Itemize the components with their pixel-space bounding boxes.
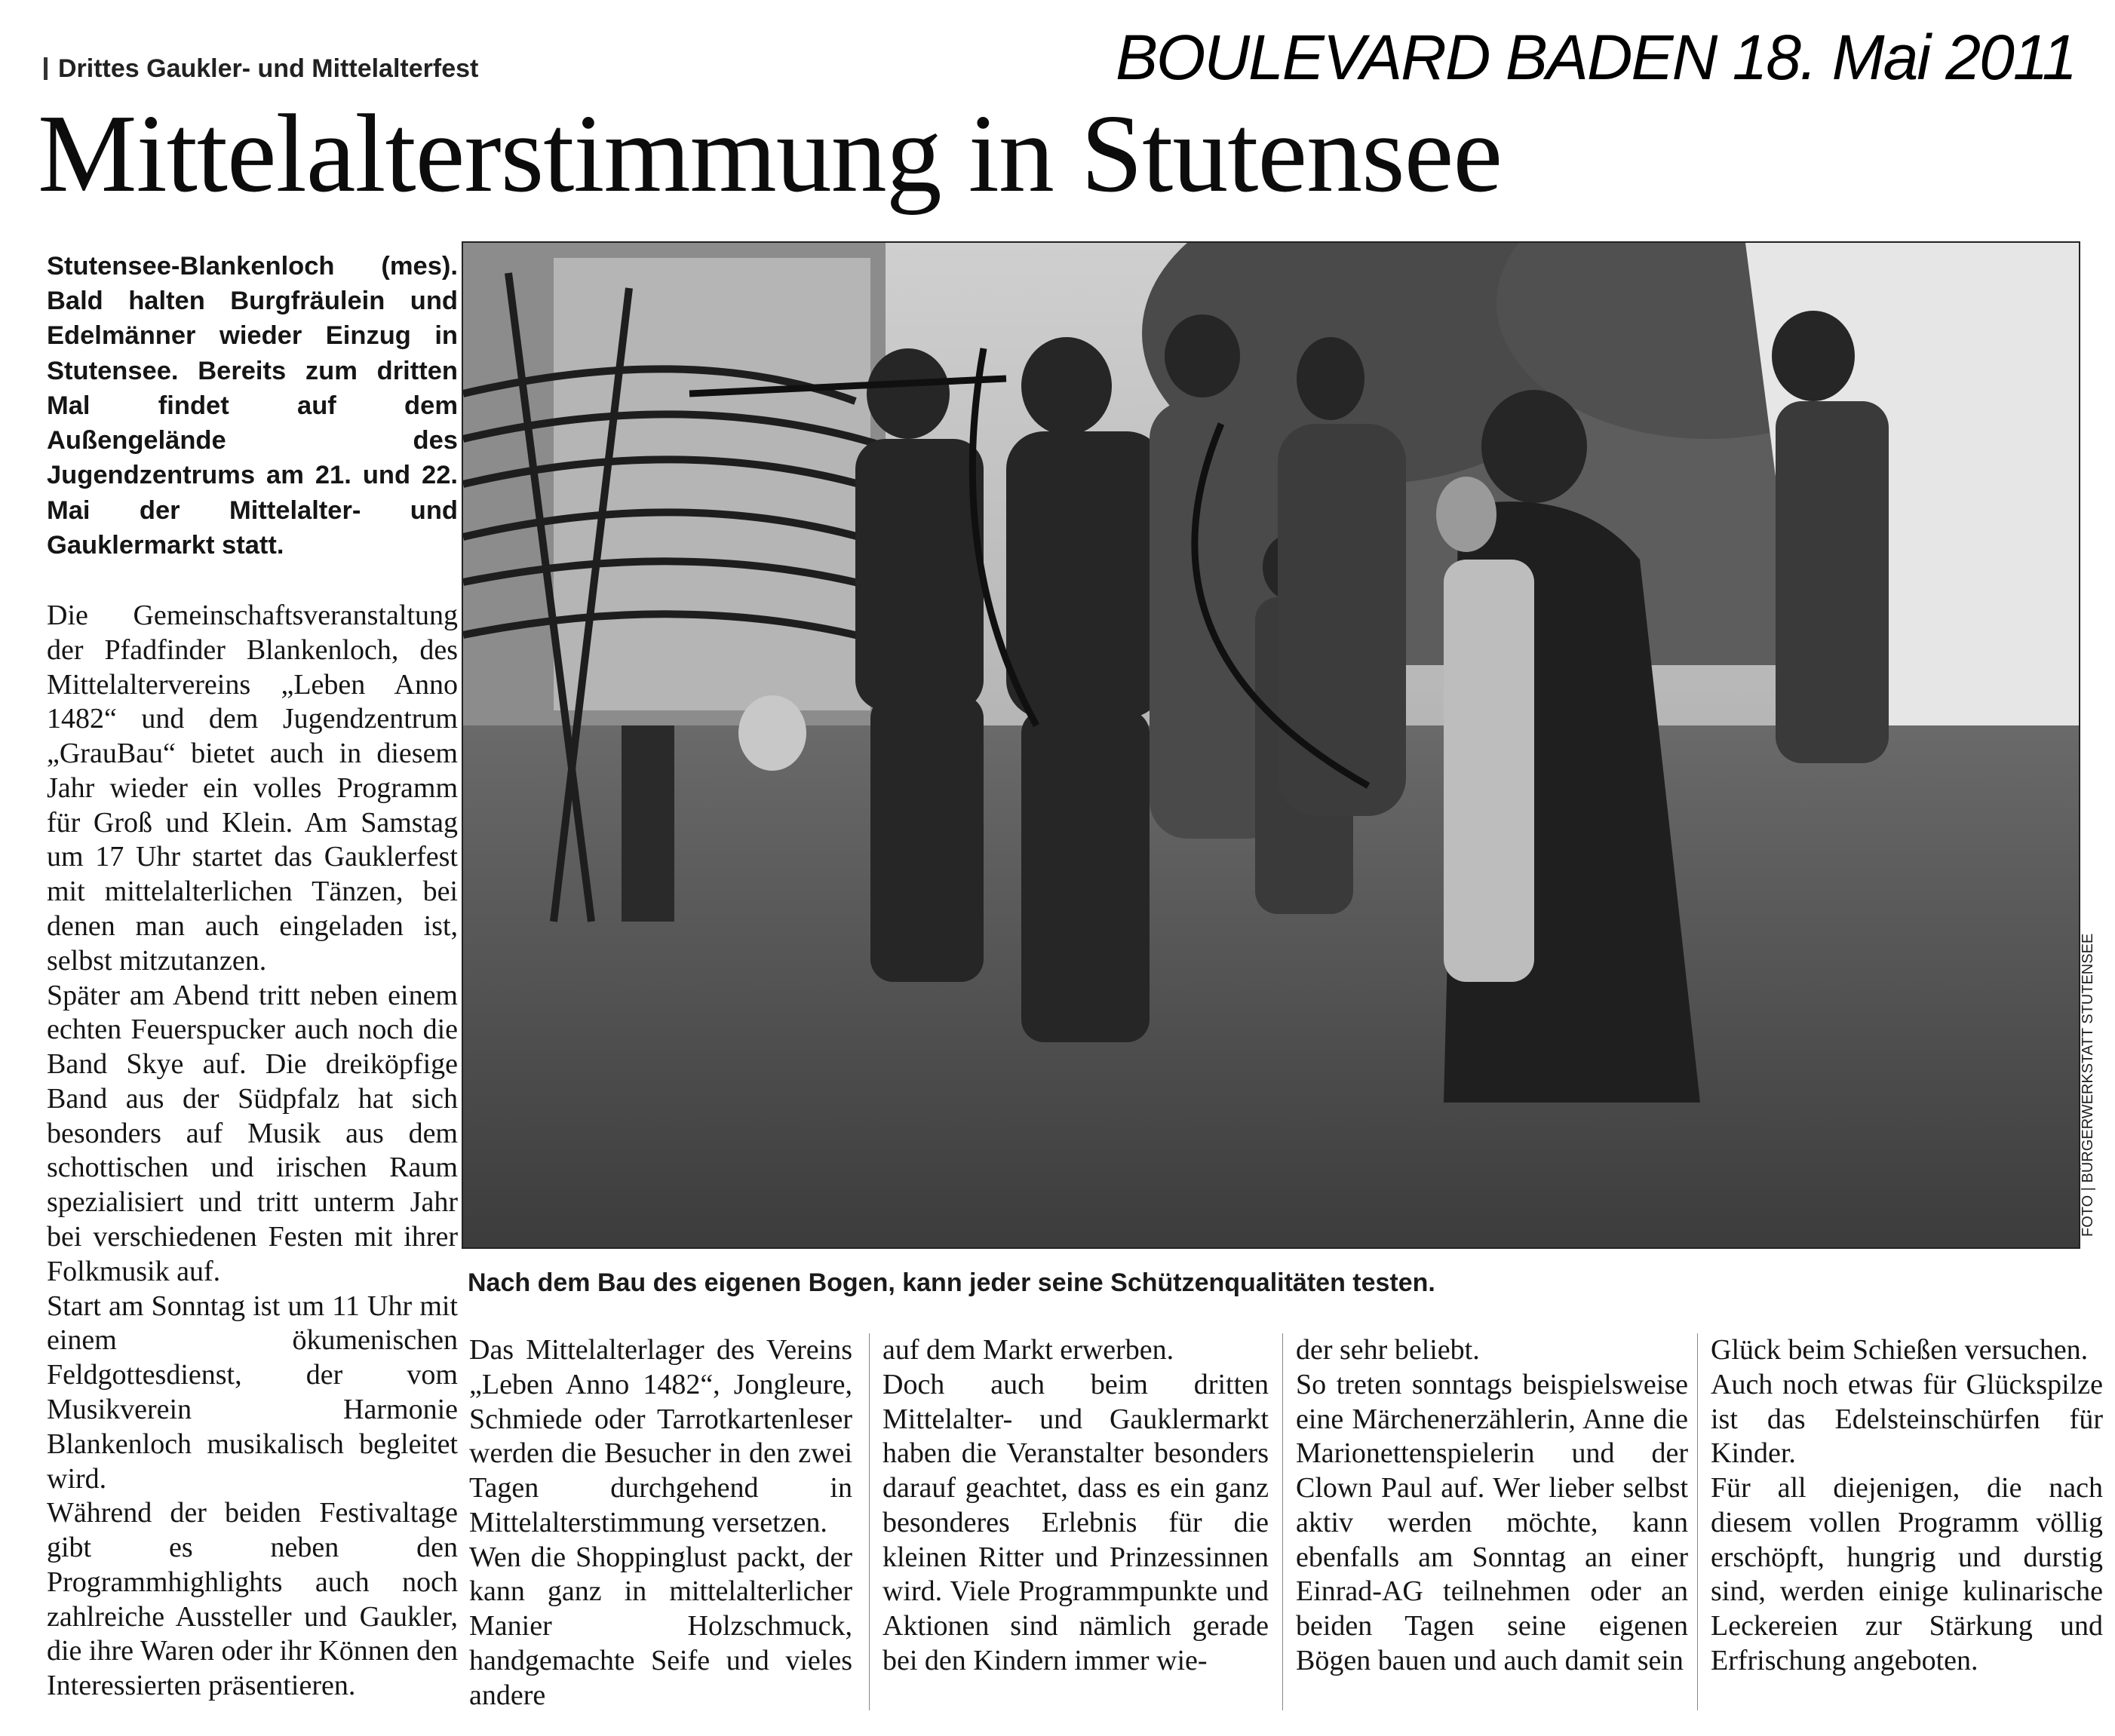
photo-credit: FOTO | BÜRGERWERKSTATT STUTENSEE: [2080, 933, 2096, 1237]
body-paragraph: Glück beim Schießen versuchen.: [1711, 1334, 2089, 1366]
column-divider: [1697, 1333, 1698, 1710]
article-column-left: [47, 249, 458, 1704]
headline: Mittelalterstimmung in Stutensee: [38, 92, 1503, 216]
article-photo: [462, 241, 2080, 1249]
article-column-4: [1296, 1333, 1688, 1679]
body-paragraph: Für all diejenigen, die nach diesem vollen Programm völlig erschöpft, hungrig und durstig sind, werden einige kulinarische Leckereien zur Stärkung und Erfrischung angeboten.: [1711, 1472, 2103, 1677]
body-paragraph: Während der beiden Festivaltage gibt es neben den Programmhighlights auch noch zahlreiche Aussteller und Gaukler, die ihre Waren oder ihr Können den Interessierten präsentieren.: [47, 1497, 458, 1702]
column-divider: [1282, 1333, 1283, 1710]
body-paragraph: Wen die Shoppinglust packt, der kann ganz in mittelalterlicher Manier Holzschmuck, handgemachte Seife und vieles andere: [469, 1541, 852, 1711]
column-divider: [869, 1333, 870, 1710]
article-column-3: [883, 1333, 1269, 1679]
body-paragraph: Doch auch beim dritten Mittelalter- und Gauklermarkt haben die Veranstalter besonders darauf geachtet, dass es ein ganz besonderes Erlebnis für die kleinen Ritter und Prinzessinnen wird. Viele Programmpunkte und Aktionen sind nämlich gerade bei den Kindern immer wie-: [883, 1368, 1269, 1677]
article-column-5: [1711, 1333, 2103, 1679]
lead-paragraph: Stutensee-Blankenloch (mes). Bald halten Burgfräulein und Edelmänner wieder Einzug in Stutensee. Bereits zum dritten Mal findet auf dem Außengelände des Jugendzentrums am 21. und 22. Mai der Mittelalter- und Gauklermarkt statt.: [47, 252, 458, 560]
body-paragraph: So treten sonntags beispielsweise eine Märchenerzählerin, Anne die Marionettenspielerin und der Clown Paul auf. Wer lieber selbst aktiv werden möchte, kann ebenfalls am Sonntag an einer Einrad-AG teilnehmen oder an beiden Tagen seine eigenen Bögen bauen und auch damit sein: [1296, 1368, 1688, 1677]
body-paragraph: Start am Sonntag ist um 11 Uhr mit einem ökumenischen Feldgottesdienst, der vom Musikverein Harmonie Blankenloch musikalisch begleitet wird.: [47, 1290, 458, 1495]
body-paragraph: Das Mittelalterlager des Vereins „Leben Anno 1482“, Jongleure, Schmiede oder Tarrotkartenleser werden die Besucher in den zwei Tagen durchgehend in Mittelalterstimmung versetzen.: [469, 1334, 852, 1538]
body-paragraph: der sehr beliebt.: [1296, 1334, 1480, 1366]
body-paragraph: auf dem Markt erwerben.: [883, 1334, 1174, 1366]
body-paragraph: Auch noch etwas für Glückspilze ist das Edelsteinschürfen für Kinder.: [1711, 1368, 2103, 1470]
body-paragraph: Die Gemeinschaftsveranstaltung der Pfadfinder Blankenloch, des Mittelaltervereins „Leben Anno 1482“ und dem Jugendzentrum „GrauBau“ bietet auch in diesem Jahr wieder ein volles Programm für Groß und Klein. Am Samstag um 17 Uhr startet das Gauklerfest mit mittelalterlichen Tänzen, bei denen man auch eingeladen ist, selbst mitzutanzen.: [47, 599, 458, 977]
article-column-2: [469, 1333, 852, 1713]
masthead: BOULEVARD BADEN 18. Mai 2011: [1115, 22, 2076, 93]
archery-scene-photo: [463, 243, 2079, 1247]
body-paragraph: Später am Abend tritt neben einem echten Feuerspucker auch noch die Band Skye auf. Die dreiköpfige Band aus der Südpfalz hat sich besonders auf Musik aus dem schottischen und irischen Raum spezialisiert und tritt unterm Jahr bei verschiedenen Festen mit ihrer Folkmusik auf.: [47, 979, 458, 1287]
photo-caption: Nach dem Bau des eigenen Bogen, kann jeder seine Schützenqualitäten testen.: [468, 1268, 1435, 1297]
kicker: Drittes Gaukler- und Mittelalterfest: [44, 54, 478, 84]
